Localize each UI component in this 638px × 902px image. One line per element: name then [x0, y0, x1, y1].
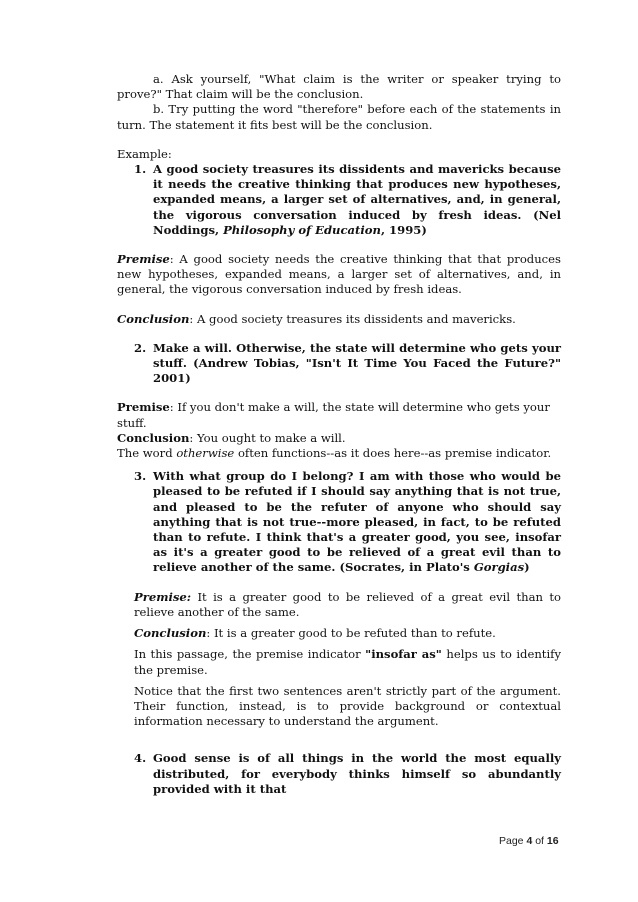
example-4: [134, 751, 561, 797]
page-number: 4: [526, 835, 533, 847]
example-4-text: Good sense is of all things in the world the most equally distributed, for everybody thinks himself so abundantly provided with it that: [153, 751, 561, 796]
example-1-source: Philosophy of Education: [223, 222, 381, 237]
example-1-conclusion: Conclusion: A good society treasures its dissidents and mavericks.: [117, 311, 516, 326]
example-1-number: 1.: [134, 162, 147, 177]
example-1: [134, 162, 561, 238]
example-2-conclusion: Conclusion: You ought to make a will.: [117, 430, 346, 445]
example-3-premise: Premise: It is a greater good to be relieved of a great evil than to relieve another of the same.: [134, 589, 561, 619]
page-total: 16: [546, 835, 559, 847]
example-3-source: Gorgias: [473, 560, 525, 575]
example-3: [134, 469, 561, 575]
example-1-premise: Premise: A good society needs the creative thinking that that produces new hypotheses, expanded means, a larger set of alternatives, and, in general, the vigorous conversation induced by fresh ideas.: [117, 252, 561, 297]
page-footer: Page 4 of 16: [499, 835, 559, 847]
example-2-premise: Premise: If you don't make a will, the state will determine who gets your stuff.: [117, 400, 550, 430]
page-content: [117, 72, 561, 797]
example-2-note: The word otherwise often functions--as it does here--as premise indicator.: [117, 446, 552, 461]
example-3-number: 3.: [134, 469, 147, 484]
example-2-number: 2.: [134, 340, 147, 355]
example-3-notice: Notice that the first two sentences aren't strictly part of the argument. Their function, instead, is to provide background or contextual information necessary to understand the argument.: [134, 683, 561, 729]
example-3-indicator: In this passage, the premise indicator "insofar as" helps us to identify the premise.: [134, 647, 561, 677]
example-3-text: With what group do I belong? I am with those who would be pleased to be refuted if I should say anything that is not true, and pleased to be the refuter of anyone who should say anything that is not true--more pleased, in fact, to be refuted than to refute. I think that's a greater good, you see, insofar as it's a greater good to be relieved of a great evil than to relieve another of the same. (Socrates, in Plato's Gorgias): [153, 469, 561, 575]
tip-a: a. Ask yourself, "What claim is the writer or speaker trying to prove?" That claim will be the conclusion.: [117, 72, 561, 102]
example-3-analysis: [134, 590, 561, 730]
example-4-number: 4.: [134, 751, 147, 766]
example-label: Example:: [117, 146, 172, 161]
example-3-conclusion: Conclusion: It is a greater good to be refuted than to refute.: [134, 626, 496, 641]
example-2: [134, 341, 561, 387]
example-1-text: A good society treasures its dissidents and mavericks because it needs the creative thinking that produces new hypotheses, expanded means, a larger set of alternatives, and, in general, the vigorous conversation induced by fresh ideas. (Nel Noddings, Philosophy of Education, 1995): [153, 162, 561, 237]
example-2-text: Make a will. Otherwise, the state will determine who gets your stuff. (Andrew Tobias, "Isn't It Time You Faced the Future?" 2001): [153, 340, 561, 386]
tip-b: b. Try putting the word "therefore" before each of the statements in turn. The statement it fits best will be the conclusion.: [117, 102, 561, 132]
